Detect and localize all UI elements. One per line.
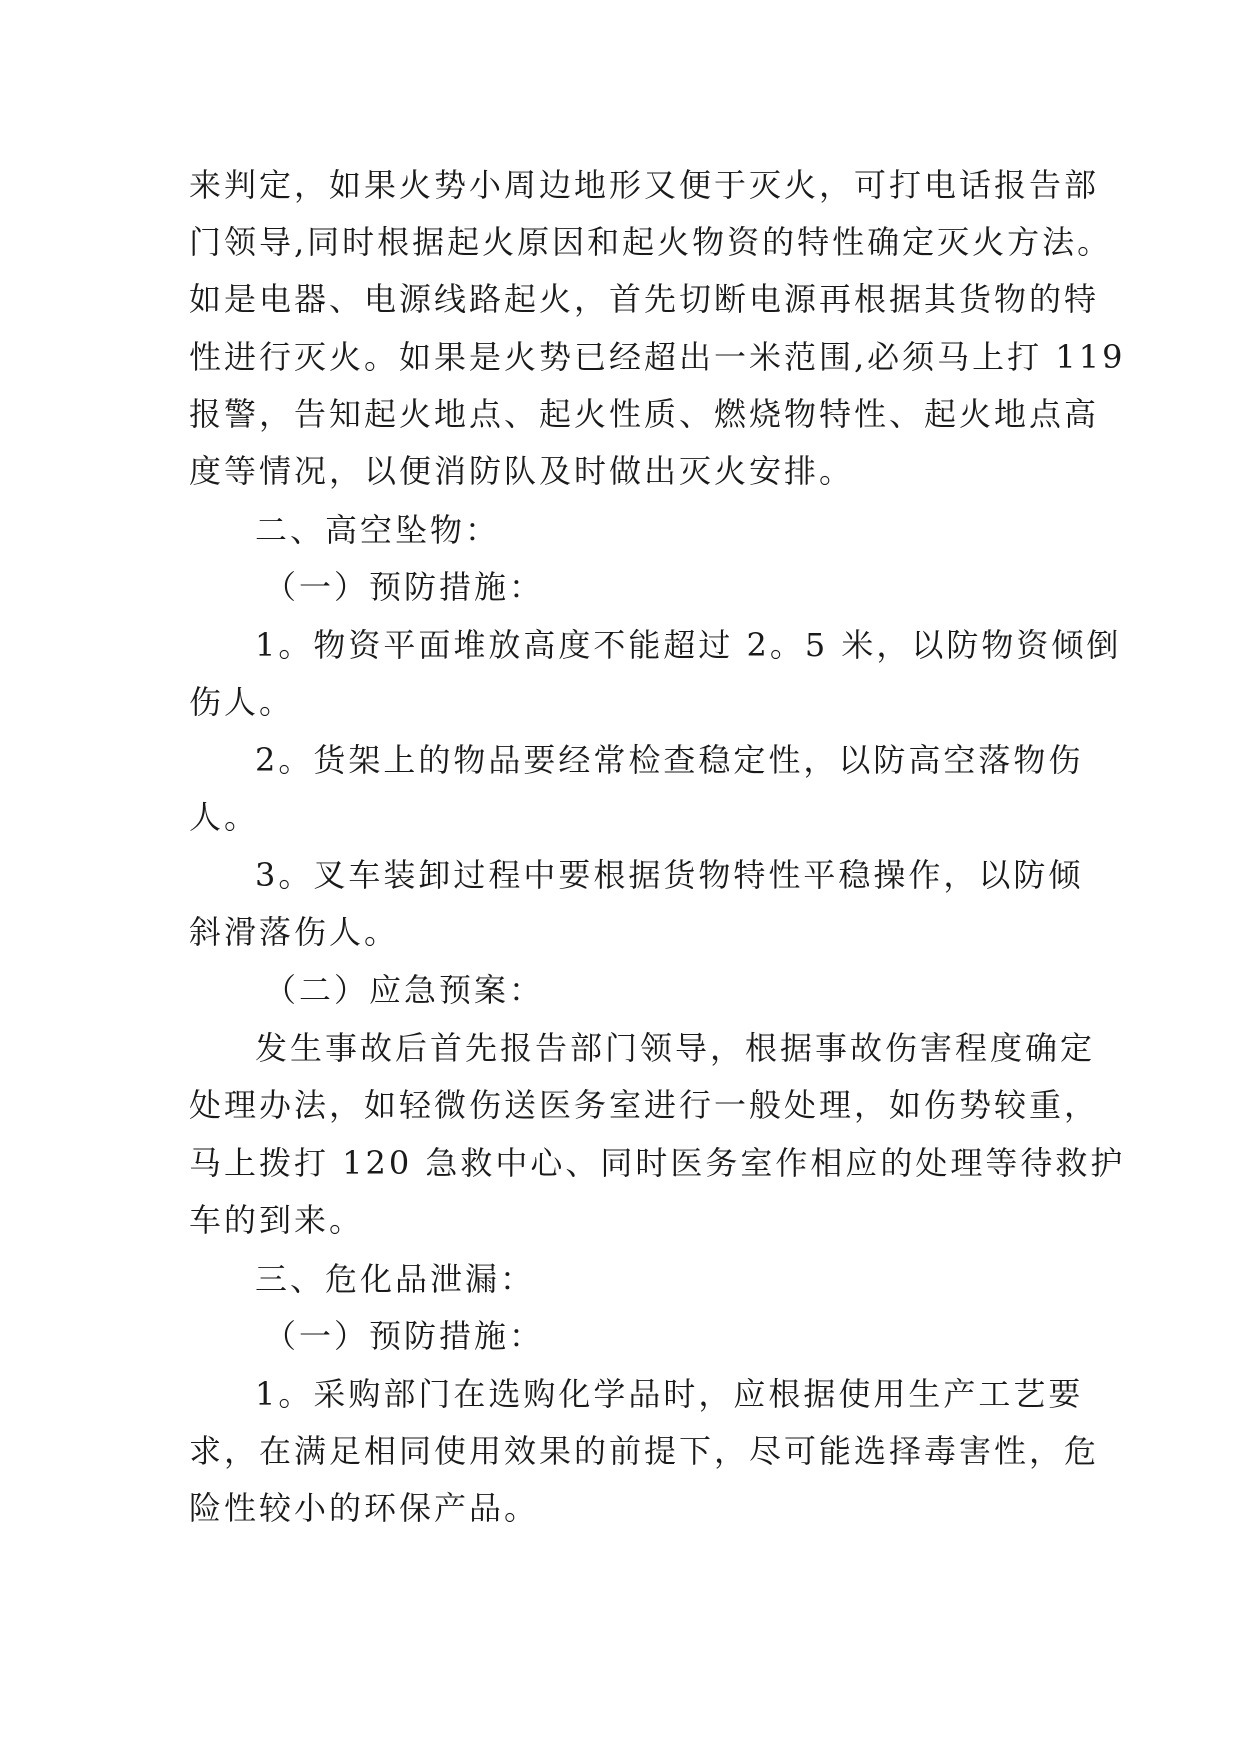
text-line: 报警，告知起火地点、起火性质、燃烧物特性、起火地点高 xyxy=(189,395,1100,433)
text-line: 车的到来。 xyxy=(189,1201,365,1239)
section-heading: 二、高空坠物： xyxy=(255,511,501,549)
text-line: 1。采购部门在选购化学品时，应根据使用生产工艺要 xyxy=(255,1375,1084,1413)
text-line: 1。物资平面堆放高度不能超过 2。5 米，以防物资倾倒 xyxy=(255,626,1122,664)
text-line: 度等情况，以便消防队及时做出灭火安排。 xyxy=(189,452,855,490)
text-line: 门领导,同时根据起火原因和起火物资的特性确定灭火方法。 xyxy=(189,223,1113,261)
text-line: 如是电器、电源线路起火，首先切断电源再根据其货物的特 xyxy=(189,280,1100,318)
text-line: 斜滑落伤人。 xyxy=(189,913,400,951)
text-line: 处理办法，如轻微伤送医务室进行一般处理，如伤势较重， xyxy=(189,1086,1100,1124)
section-heading: 三、危化品泄漏： xyxy=(255,1260,536,1298)
text-line: 2。货架上的物品要经常检查稳定性，以防高空落物伤 xyxy=(255,741,1084,779)
text-line: 伤人。 xyxy=(189,683,295,721)
text-line: 险性较小的环保产品。 xyxy=(189,1489,540,1527)
text-line: 3。叉车装卸过程中要根据货物特性平稳操作，以防倾 xyxy=(255,856,1084,894)
text-line: 来判定，如果火势小周边地形又便于灭火，可打电话报告部 xyxy=(189,166,1100,204)
text-line: 性进行灭火。如果是火势已经超出一米范围,必须马上打 119 xyxy=(189,338,1126,376)
subsection-heading: （一）预防措施： xyxy=(264,1317,545,1355)
subsection-heading: （二）应急预案： xyxy=(264,971,545,1009)
text-line: 求，在满足相同使用效果的前提下，尽可能选择毒害性，危 xyxy=(189,1432,1100,1470)
text-line: 人。 xyxy=(189,798,260,836)
subsection-heading: （一）预防措施： xyxy=(264,568,545,606)
text-line: 马上拨打 120 急救中心、同时医务室作相应的处理等待救护 xyxy=(189,1144,1126,1182)
text-line: 发生事故后首先报告部门领导，根据事故伤害程度确定 xyxy=(255,1029,1096,1067)
